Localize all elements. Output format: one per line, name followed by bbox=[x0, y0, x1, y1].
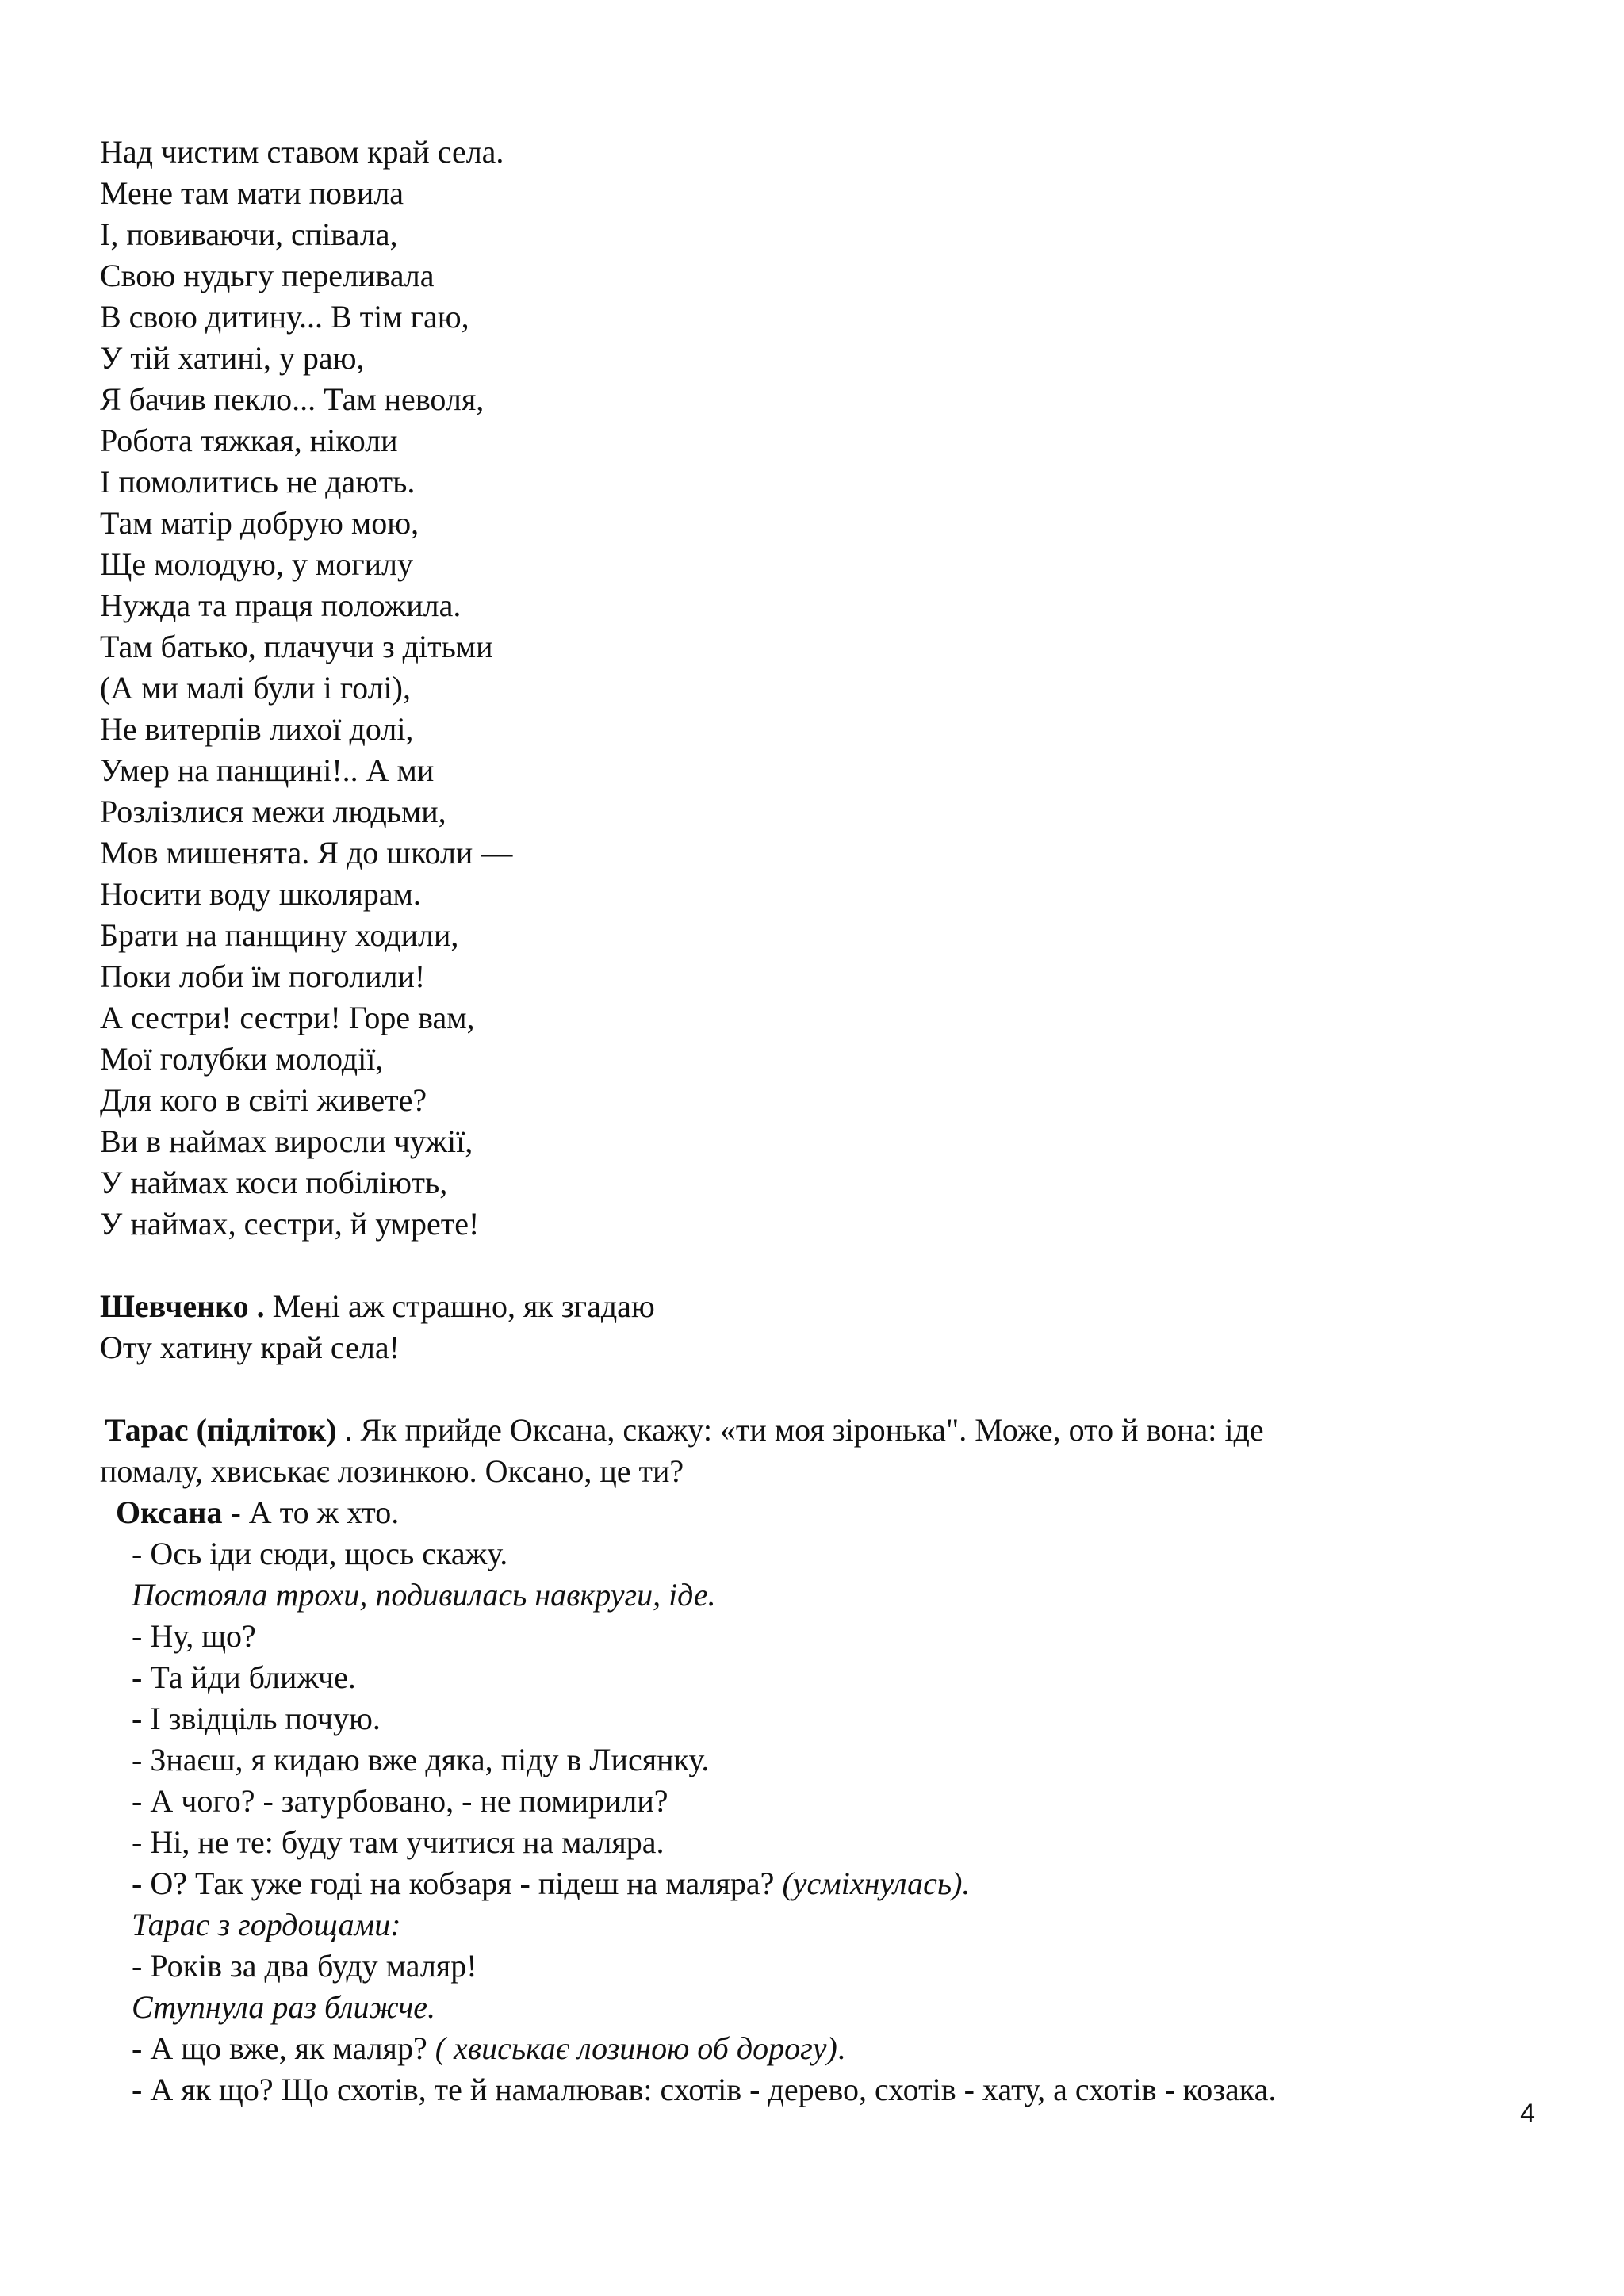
poem-line: Для кого в світі живете? bbox=[100, 1082, 427, 1118]
poem-line: Свою нудьгу переливала bbox=[100, 258, 435, 293]
speech-text: . Як прийде Оксана, скажу: «ти моя зіронька". Може, ото й вона: іде bbox=[336, 1412, 1264, 1448]
dialogue-line: - Ну, що? bbox=[132, 1618, 256, 1654]
stage-direction: Ступнула раз ближче. bbox=[132, 1989, 436, 2025]
text-block bbox=[100, 132, 1543, 2110]
dialogue-line: - Ось іди сюди, щось скажу. bbox=[132, 1536, 508, 1571]
speech-line: помалу, хвиськає лозинкою. Оксано, це ти? bbox=[100, 1453, 684, 1489]
poem-line: Не витерпів лихої долі, bbox=[100, 711, 414, 747]
speaker-name: Шевченко . bbox=[100, 1288, 265, 1324]
speech-line bbox=[100, 1286, 1543, 1327]
stage-direction: Постояла трохи, подивилась навкруги, іде. bbox=[132, 1577, 716, 1613]
poem-line: Поки лоби їм поголили! bbox=[100, 959, 426, 994]
dialogue-text: - А що вже, як маляр? bbox=[132, 2030, 435, 2066]
dialogue-line bbox=[100, 1863, 1543, 1904]
dialogue bbox=[100, 1533, 1543, 2110]
dialogue-text: - О? Так уже годі на кобзаря - підеш на маляра? bbox=[132, 1866, 783, 1901]
poem-line: Брати на панщину ходили, bbox=[100, 917, 459, 953]
poem-line: І, повиваючи, співала, bbox=[100, 216, 398, 252]
page-number: 4 bbox=[1520, 2099, 1535, 2129]
poem-line: Мене там мати повила bbox=[100, 175, 404, 211]
stage-direction: Тарас з гордощами: bbox=[132, 1907, 401, 1942]
poem-line: Розлізлися межи людьми, bbox=[100, 794, 446, 829]
speech-text: Мені аж страшно, як згадаю bbox=[264, 1288, 655, 1324]
poem-line: У наймах коси побіліють, bbox=[100, 1165, 448, 1200]
stage-direction: (усміхнулась). bbox=[782, 1866, 971, 1901]
poem-line: І помолитись не дають. bbox=[100, 464, 416, 499]
dialogue-line: - Ні, не те: буду там учитися на маляра. bbox=[132, 1824, 665, 1860]
paragraph-gap bbox=[100, 1368, 1543, 1410]
poem-line: Над чистим ставом край села. bbox=[100, 134, 504, 170]
poem-line: Мої голубки молодії, bbox=[100, 1041, 384, 1077]
poem-line: У наймах, сестри, й умрете! bbox=[100, 1206, 480, 1242]
poem-line: Носити воду школярам. bbox=[100, 876, 421, 912]
stage-direction: ( хвиськає лозиною об дорогу) bbox=[435, 2030, 837, 2066]
poem-line: А сестри! сестри! Горе вам, bbox=[100, 1000, 475, 1035]
poem-line: Ви в наймах виросли чужії, bbox=[100, 1123, 473, 1159]
poem-line: Там матір добрую мою, bbox=[100, 505, 419, 541]
poem-line: У тій хатині, у раю, bbox=[100, 340, 365, 376]
speaker-name: Тарас (підліток) bbox=[105, 1412, 337, 1448]
dialogue-line: - А чого? - затурбовано, - не помирили? bbox=[132, 1783, 668, 1819]
speech-line bbox=[100, 1410, 1543, 1451]
dialogue-line: - Та йди ближче. bbox=[132, 1659, 356, 1695]
speech-line: Оту хатину край села! bbox=[100, 1330, 400, 1365]
dialogue-line: - Знаєш, я кидаю вже дяка, піду в Лисянку. bbox=[132, 1742, 710, 1777]
poem-line: Умер на панщині!.. А ми bbox=[100, 752, 435, 788]
oksana-speech bbox=[100, 1492, 1543, 1533]
speech-line bbox=[100, 1492, 1543, 1533]
poem-line: Я бачив пекло... Там неволя, bbox=[100, 381, 485, 417]
poem-line: Там батько, плачучи з дітьми bbox=[100, 629, 493, 664]
dialogue-line bbox=[100, 2028, 1543, 2069]
poem-line: (А ми малі були і голі), bbox=[100, 670, 411, 706]
poem-line: Ще молодую, у могилу bbox=[100, 546, 414, 582]
dialogue-text: . bbox=[837, 2030, 845, 2066]
shevchenko-speech bbox=[100, 1286, 1543, 1368]
dialogue-line: - Років за два буду маляр! bbox=[132, 1948, 477, 1984]
poem-line: Нужда та праця положила. bbox=[100, 587, 462, 623]
dialogue-line: - А як що? Що схотів, те й намалював: схотів - дерево, схотів - хату, а схотів - козака. bbox=[132, 2072, 1277, 2107]
poem bbox=[100, 132, 1543, 1245]
paragraph-gap bbox=[100, 1245, 1543, 1286]
poem-line: Мов мишенята. Я до школи — bbox=[100, 835, 513, 871]
poem-line: Робота тяжкая, ніколи bbox=[100, 423, 398, 458]
speaker-name: Оксана bbox=[116, 1494, 223, 1530]
dialogue-line: - І звідціль почую. bbox=[132, 1701, 381, 1736]
taras-speech bbox=[100, 1410, 1543, 1492]
poem-line: В свою дитину... В тім гаю, bbox=[100, 299, 469, 335]
speech-text: - А то ж хто. bbox=[222, 1494, 400, 1530]
